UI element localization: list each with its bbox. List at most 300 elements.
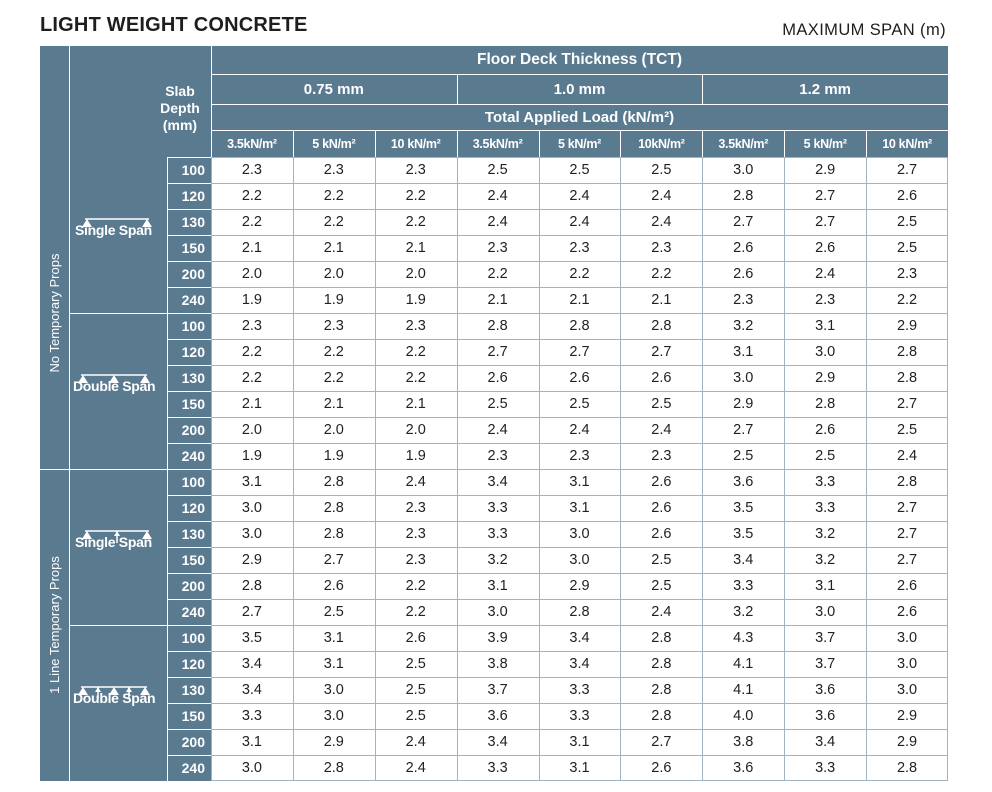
span-value-cell: 3.1 [569,500,590,516]
span-value-cell: 2.1 [323,396,344,412]
span-table [40,46,948,781]
span-value-cell: 2.6 [896,188,918,204]
col-line [784,157,785,781]
span-value-cell: 3.8 [733,734,754,750]
span-value-cell: 2.5 [733,448,754,464]
span-value-cell: 2.3 [733,292,754,308]
depth-line [167,729,211,730]
span-value-cell: 2.4 [487,422,508,438]
span-value-cell: 2.8 [487,318,508,334]
span-value-cell: 2.5 [896,422,918,438]
span-value-cell: 2.7 [896,162,918,178]
span-value-cell: 2.7 [487,344,508,360]
span-value-cell: 2.8 [569,318,590,334]
row-line [211,417,948,418]
span-value-cell: 2.8 [323,474,344,490]
span-value-cell: 3.8 [487,656,508,672]
span-value-cell: 2.0 [323,266,344,282]
span-value-cell: 2.4 [405,734,426,750]
header-vline [784,130,785,157]
span-value-cell: 2.7 [815,214,836,230]
depth-line [167,261,211,262]
span-value-cell: 2.3 [323,162,344,178]
header-load-3: 3.5kN/m² [457,130,539,157]
span-value-cell: 2.2 [405,344,426,360]
slab-depth-cell: 100 [167,157,211,183]
slab-depth-cell: 240 [167,599,211,625]
span-value-cell: 2.5 [896,214,918,230]
span-value-cell: 2.8 [323,526,344,542]
span-value-cell: 2.1 [651,292,672,308]
span-value-cell: 2.4 [405,760,426,776]
span-value-cell: 2.3 [241,162,263,178]
span-value-cell: 2.9 [569,578,590,594]
header-vline [702,74,703,104]
span-value-cell: 3.1 [323,656,344,672]
span-value-cell: 2.0 [241,266,263,282]
span-value-cell: 3.5 [733,526,754,542]
span-value-cell: 2.5 [405,656,426,672]
span-value-cell: 3.1 [569,734,590,750]
header-load-7: 5 kN/m² [784,130,866,157]
span-value-cell: 2.3 [896,266,918,282]
span-value-cell: 2.8 [896,760,918,776]
span-value-cell: 2.4 [487,188,508,204]
header-load-8: 10 kN/m² [866,130,948,157]
span-value-cell: 2.9 [896,708,918,724]
span-value-cell: 2.6 [896,604,918,620]
row-line [211,547,948,548]
span-value-cell: 2.4 [815,266,836,282]
span-value-cell: 2.5 [405,708,426,724]
span-value-cell: 2.5 [651,578,672,594]
span-value-cell: 3.5 [241,630,263,646]
span-value-cell: 2.8 [323,500,344,516]
header-line [211,74,948,75]
prop-vline [69,157,70,781]
span-value-cell: 3.0 [733,162,754,178]
header-total-applied-load: Total Applied Load (kN/m²) [211,104,948,130]
span-value-cell: 2.2 [323,188,344,204]
depth-line [167,703,211,704]
span-value-cell: 2.6 [323,578,344,594]
row-line [211,599,948,600]
header-vline [620,130,621,157]
depth-line [167,443,211,444]
span-value-cell: 2.8 [651,630,672,646]
span-value-cell: 2.9 [815,162,836,178]
header-vline [702,130,703,157]
depth-line [167,157,211,158]
depth-line [167,365,211,366]
span-value-cell: 2.6 [733,266,754,282]
slab-depth-cell: 200 [167,417,211,443]
col-line [702,157,703,781]
span-value-cell: 3.3 [733,578,754,594]
slab-depth-cell: 240 [167,755,211,781]
header-load-1: 5 kN/m² [293,130,375,157]
span-value-cell: 2.7 [815,188,836,204]
span-value-cell: 1.9 [241,448,263,464]
span-value-cell: 2.8 [896,344,918,360]
page-title: LIGHT WEIGHT CONCRETE [40,14,308,36]
span-value-cell: 2.3 [405,552,426,568]
span-value-cell: 2.7 [733,422,754,438]
span-value-cell: 2.8 [815,396,836,412]
col-line [866,157,867,781]
span-value-cell: 3.6 [733,474,754,490]
slab-depth-cell: 130 [167,209,211,235]
span-value-cell: 2.2 [405,578,426,594]
span-value-cell: 2.8 [651,656,672,672]
span-value-cell: 2.7 [323,552,344,568]
span-value-cell: 3.1 [815,578,836,594]
span-value-cell: 2.6 [896,578,918,594]
span-value-cell: 3.0 [241,526,263,542]
span-value-cell: 3.1 [487,578,508,594]
span-value-cell: 2.8 [896,474,918,490]
span-value-cell: 2.2 [487,266,508,282]
header-slab-depth [69,46,211,157]
span-value-cell: 2.2 [323,214,344,230]
slab-depth-cell: 200 [167,261,211,287]
header-thickness-1: 1.0 mm [457,74,703,104]
span-value-cell: 2.8 [323,760,344,776]
span-value-cell: 3.2 [815,526,836,542]
span-value-cell: 2.4 [487,214,508,230]
span-value-cell: 2.2 [405,370,426,386]
span-value-cell: 2.6 [651,474,672,490]
row-line [211,780,948,781]
span-value-cell: 2.7 [896,500,918,516]
header-load-5: 10kN/m² [620,130,702,157]
span-value-cell: 3.4 [241,656,263,672]
span-value-cell: 2.7 [896,526,918,542]
span-label-1-0: Single Span [75,534,152,550]
span-value-cell: 2.0 [323,422,344,438]
slab-depth-cell: 130 [167,677,211,703]
span-value-cell: 2.3 [569,448,590,464]
col-line [211,157,212,781]
header-load-2: 10 kN/m² [375,130,457,157]
span-value-cell: 1.9 [323,448,344,464]
span-value-cell: 2.3 [405,162,426,178]
span-value-cell: 2.4 [405,474,426,490]
depth-line [167,417,211,418]
span-value-cell: 2.1 [405,240,426,256]
row-line [211,157,948,158]
header-vline [457,74,458,104]
slab-depth-line-0: Slab [165,83,195,99]
slab-depth-cell: 150 [167,235,211,261]
span-value-cell: 2.9 [241,552,263,568]
span-value-cell: 2.8 [733,188,754,204]
row-line [211,573,948,574]
span-value-cell: 3.4 [487,474,508,490]
span-value-cell: 3.3 [487,526,508,542]
span-value-cell: 3.2 [733,318,754,334]
header-vline [457,130,458,157]
depth-line [167,287,211,288]
col-line [947,157,948,781]
span-value-cell: 3.5 [733,500,754,516]
span-value-cell: 2.5 [651,162,672,178]
span-value-cell: 2.9 [896,318,918,334]
span-value-cell: 1.9 [241,292,263,308]
slab-depth-cell: 150 [167,703,211,729]
span-value-cell: 4.3 [733,630,754,646]
span-value-cell: 2.4 [569,422,590,438]
span-value-cell: 3.0 [569,552,590,568]
span-value-cell: 2.7 [569,344,590,360]
depth-line [167,391,211,392]
span-value-cell: 3.2 [733,604,754,620]
slab-depth-cell: 130 [167,365,211,391]
span-value-cell: 2.5 [405,682,426,698]
row-line [211,521,948,522]
slab-depth-line-1: Depth [160,100,200,116]
slab-depth-cell: 150 [167,391,211,417]
span-value-cell: 2.6 [651,526,672,542]
span-value-cell: 2.5 [815,448,836,464]
span-value-cell: 3.0 [896,682,918,698]
span-value-cell: 2.7 [651,344,672,360]
depth-line [167,677,211,678]
slab-depth-cell: 200 [167,729,211,755]
span-value-cell: 3.0 [733,370,754,386]
header-vline [375,130,376,157]
row-line [211,443,948,444]
span-value-cell: 3.3 [487,760,508,776]
section-line [40,781,69,782]
span-value-cell: 2.4 [569,188,590,204]
header-load-6: 3.5kN/m² [702,130,784,157]
span-value-cell: 2.6 [651,760,672,776]
span-value-cell: 3.4 [733,552,754,568]
span-value-cell: 4.0 [733,708,754,724]
span-value-cell: 3.0 [896,656,918,672]
depth-line [167,651,211,652]
prop-label-1: 1 Line Temporary Props [46,556,62,694]
span-value-cell: 2.4 [896,448,918,464]
span-value-cell: 3.0 [815,344,836,360]
depth-line [167,599,211,600]
span-value-cell: 4.1 [733,682,754,698]
span-value-cell: 2.3 [815,292,836,308]
depth-line [167,469,211,470]
row-line [211,209,948,210]
span-value-cell: 2.6 [815,422,836,438]
span-value-cell: 2.7 [733,214,754,230]
header-load-0: 3.5kN/m² [211,130,293,157]
span-value-cell: 2.4 [651,604,672,620]
col-line [457,157,458,781]
span-value-cell: 2.2 [241,370,263,386]
span-value-cell: 3.1 [323,630,344,646]
span-value-cell: 3.6 [815,682,836,698]
span-value-cell: 3.0 [323,682,344,698]
span-value-cell: 3.2 [815,552,836,568]
span-value-cell: 3.1 [733,344,754,360]
span-value-cell: 2.4 [569,214,590,230]
span-value-cell: 1.9 [405,292,426,308]
span-value-cell: 2.6 [815,240,836,256]
slab-depth-cell: 120 [167,495,211,521]
row-line [211,677,948,678]
span-value-cell: 2.1 [569,292,590,308]
span-value-cell: 2.3 [487,448,508,464]
span-value-cell: 1.9 [405,448,426,464]
span-value-cell: 2.8 [241,578,263,594]
span-value-cell: 2.1 [487,292,508,308]
slab-depth-cell: 120 [167,339,211,365]
span-value-cell: 2.7 [896,552,918,568]
slab-depth-cell: 130 [167,521,211,547]
depth-line [167,573,211,574]
span-value-cell: 3.3 [241,708,263,724]
span-value-cell: 2.5 [323,604,344,620]
header-line [211,104,948,105]
span-value-cell: 2.2 [405,604,426,620]
span-label-1-1: Double Span [73,690,156,706]
row-line [211,625,948,626]
depth-line [167,313,211,314]
span-value-cell: 3.7 [815,630,836,646]
span-value-cell: 2.5 [569,396,590,412]
depth-line [167,521,211,522]
page-subtitle: MAXIMUM SPAN (m) [782,21,946,39]
depth-line [167,339,211,340]
row-line [211,703,948,704]
span-value-cell: 2.7 [241,604,263,620]
header-vline [866,130,867,157]
slab-depth-cell: 120 [167,183,211,209]
span-value-cell: 2.1 [241,396,263,412]
header-floor-deck-thickness: Floor Deck Thickness (TCT) [211,46,948,74]
span-value-cell: 3.1 [569,474,590,490]
span-value-cell: 2.3 [323,318,344,334]
slab-depth-cell: 150 [167,547,211,573]
slab-depth-cell: 120 [167,651,211,677]
span-value-cell: 2.8 [651,318,672,334]
span-value-cell: 2.3 [569,240,590,256]
depth-line [167,547,211,548]
span-value-cell: 3.7 [487,682,508,698]
span-value-cell: 2.3 [651,448,672,464]
span-value-cell: 2.0 [405,266,426,282]
span-value-cell: 2.8 [651,708,672,724]
span-value-cell: 3.0 [241,500,263,516]
row-line [211,755,948,756]
span-label-0-1: Double Span [73,378,156,394]
span-value-cell: 3.0 [241,760,263,776]
slab-depth-line-2: (mm) [162,117,198,133]
span-value-cell: 2.6 [569,370,590,386]
span-value-cell: 3.3 [569,682,590,698]
span-value-cell: 2.2 [651,266,672,282]
span-value-cell: 2.9 [815,370,836,386]
depth-line [167,495,211,496]
header-vline [211,46,212,157]
header-line [211,130,948,131]
span-value-cell: 3.7 [815,656,836,672]
depth-line [167,183,211,184]
span-label-0-0: Single Span [75,222,152,238]
span-value-cell: 2.2 [241,214,263,230]
span-value-cell: 2.0 [241,422,263,438]
span-value-cell: 2.6 [651,500,672,516]
span-value-cell: 2.4 [651,188,672,204]
header-thickness-0: 0.75 mm [211,74,457,104]
span-value-cell: 2.5 [487,162,508,178]
header-load-4: 5 kN/m² [539,130,621,157]
span-value-cell: 2.2 [405,214,426,230]
section-line [40,469,69,470]
span-value-cell: 3.6 [815,708,836,724]
row-line [211,313,948,314]
span-value-cell: 2.3 [405,318,426,334]
span-value-cell: 3.3 [815,500,836,516]
slab-depth-cell: 200 [167,573,211,599]
row-line [211,729,948,730]
col-line [293,157,294,781]
slab-depth-cell: 100 [167,313,211,339]
span-value-cell: 2.5 [651,396,672,412]
group-line [69,781,211,782]
span-value-cell: 2.1 [405,396,426,412]
span-value-cell: 2.9 [733,396,754,412]
header-thickness-2: 1.2 mm [702,74,948,104]
depth-line [167,209,211,210]
span-value-cell: 3.2 [487,552,508,568]
span-value-cell: 3.0 [896,630,918,646]
span-value-cell: 2.9 [896,734,918,750]
row-line [211,495,948,496]
row-line [211,651,948,652]
depth-line [167,235,211,236]
span-value-cell: 2.3 [405,526,426,542]
span-value-cell: 3.0 [487,604,508,620]
span-value-cell: 2.0 [405,422,426,438]
col-line [620,157,621,781]
span-value-cell: 2.1 [323,240,344,256]
span-value-cell: 2.1 [241,240,263,256]
span-value-cell: 3.4 [569,656,590,672]
slab-depth-cell: 100 [167,625,211,651]
span-value-cell: 3.3 [815,474,836,490]
span-value-cell: 2.2 [241,344,263,360]
span-value-cell: 2.8 [896,370,918,386]
span-value-cell: 2.2 [405,188,426,204]
span-value-cell: 2.2 [896,292,918,308]
slab-depth-cell: 240 [167,287,211,313]
span-value-cell: 3.4 [815,734,836,750]
span-value-cell: 2.5 [487,396,508,412]
span-value-cell: 2.8 [569,604,590,620]
span-value-cell: 2.7 [896,396,918,412]
header-vline [539,130,540,157]
depth-line [167,625,211,626]
span-value-cell: 3.1 [569,760,590,776]
span-value-cell: 2.6 [733,240,754,256]
col-line [375,157,376,781]
col-line [539,157,540,781]
header-vline [293,130,294,157]
slab-depth-cell: 100 [167,469,211,495]
span-value-cell: 3.3 [487,500,508,516]
row-line [211,287,948,288]
span-value-cell: 3.6 [733,760,754,776]
